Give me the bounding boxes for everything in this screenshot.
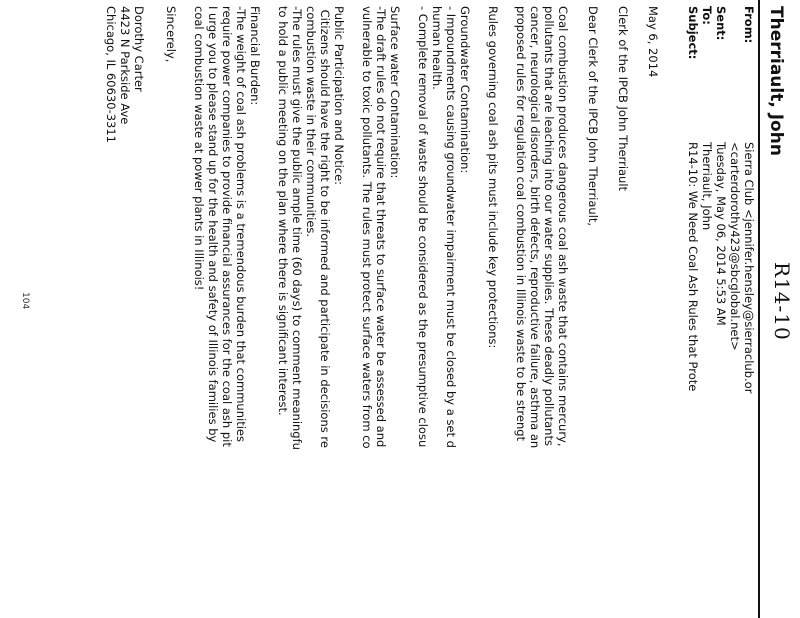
section-heading: Surface water Contamination: (388, 6, 402, 179)
sent-value: Tuesday, May 06, 2014 5:53 AM (714, 142, 728, 326)
section-line: to hold a public meeting on the plan where there is significant interest. (276, 6, 290, 416)
section-line: vulnerable to toxic pollutants. The rules must protect surface waters from co (360, 6, 374, 449)
signer-city: Chicago, IL 60630-3311 (104, 6, 118, 143)
section-heading: Financial Burden: (248, 6, 262, 106)
section-line: - Impoundments causing groundwater impairment must be closed by a set d (444, 6, 458, 448)
section-line: combustion waste in their communities. (304, 6, 318, 238)
to-label: To: (700, 6, 714, 25)
section-line: I urge you to please stand up for the health and safety of Illinois families by (206, 6, 220, 443)
letter-salutation: Dear Clerk of the IPCB John Therriault, (586, 6, 600, 227)
rules-intro: Rules governing coal ash pits must include key protections: (486, 6, 500, 349)
from-label: From: (742, 6, 756, 44)
page-number: 104 (20, 292, 30, 310)
signer-name: Dorothy Carter (132, 6, 146, 92)
recipient-name-heading: Therriault, John (766, 6, 786, 156)
letter-closing: Sincerely, (164, 6, 178, 63)
intro-line: cancer, neurological disorders, birth defects, reproductive failure, asthma an (528, 6, 542, 449)
section-line: -The draft rules do not require that threats to surface water be assessed and (374, 6, 388, 448)
from-value: Sierra Club <jennifer.hensley@sierraclub.or (742, 142, 756, 394)
section-line: require power companies to provide financial assurances for the coal ash pit (220, 6, 234, 447)
intro-line: Coal combustion produces dangerous coal ash waste that contains mercury, (556, 6, 570, 447)
intro-line: pollutants that are leaching into our water supplies. These deadly pollutants (542, 6, 556, 446)
section-line: human health. (430, 6, 444, 90)
to-value: Therriault, John (700, 142, 714, 231)
section-heading: Groundwater Contamination: (458, 6, 472, 174)
subject-label: Subject: (686, 6, 700, 60)
intro-line: proposed rules for regulation coal combustion in Illinois waste to be strengt (514, 6, 528, 442)
header-divider (758, 0, 760, 618)
subject-value: R14-10: We Need Coal Ash Rules that Prote (686, 142, 700, 392)
section-line: - Complete removal of waste should be considered as the presumptive closu (416, 6, 430, 448)
signer-street: 4423 N Parkside Ave (118, 6, 132, 125)
sent-label: Sent: (714, 6, 728, 41)
section-heading: Public Participation and Notice: (332, 6, 346, 186)
letter-addressee: Clerk of the IPCB John Therriault (616, 6, 630, 192)
docket-reference-number: R14-10 (770, 262, 794, 341)
from-email-value: <carterdorothy423@sbcglobal.net> (728, 142, 742, 351)
section-line: -The weight of coal ash problems is a tremendous burden that communities (234, 6, 248, 442)
section-line: -The rules must give the public ample time (60 days) to comment meaningfu (290, 6, 304, 450)
section-line: Citizens should have the right to be informed and participate in decisions re (318, 6, 332, 448)
letter-date: May 6, 2014 (646, 6, 660, 78)
section-line: coal combustion waste at power plants in Illinois! (192, 6, 206, 291)
